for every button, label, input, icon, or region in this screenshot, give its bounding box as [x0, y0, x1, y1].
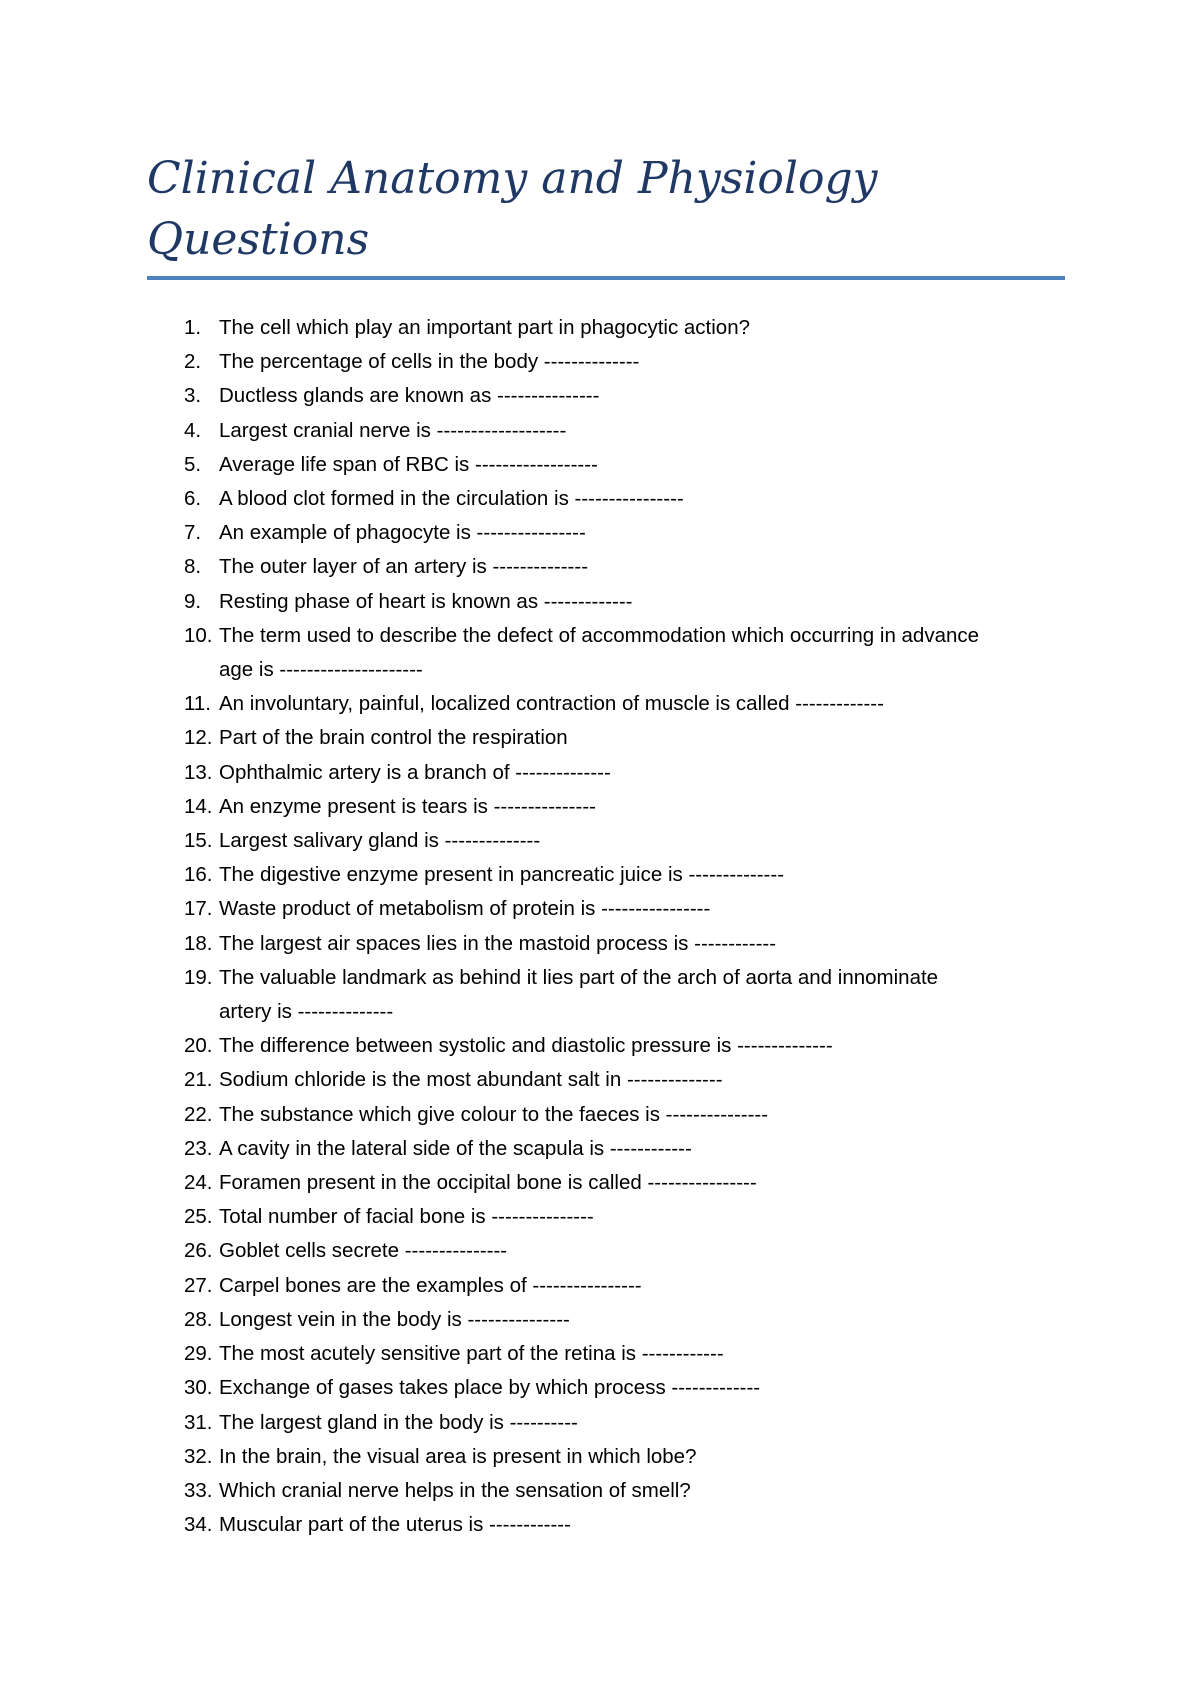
question-list [184, 311, 1074, 1542]
question-number: 30. [184, 1376, 213, 1400]
question-item [184, 516, 1074, 550]
title-line-2: Questions [147, 214, 370, 265]
question-number: 31. [184, 1410, 213, 1434]
question-item [184, 790, 1074, 824]
question-text: Ductless glands are known as --------------- [219, 384, 600, 408]
question-item [184, 1132, 1074, 1166]
question-number: 15. [184, 829, 213, 853]
question-number: 17. [184, 897, 213, 921]
question-number: 8. [184, 555, 202, 579]
question-text: Ophthalmic artery is a branch of -------------- [219, 760, 611, 784]
question-text: Foramen present in the occipital bone is called ---------------- [219, 1171, 757, 1195]
question-text: Total number of facial bone is --------------- [219, 1205, 594, 1229]
question-number: 22. [184, 1102, 213, 1126]
question-text: Resting phase of heart is known as ------------- [219, 589, 633, 613]
question-number: 4. [184, 418, 202, 442]
question-text: The valuable landmark as behind it lies part of the arch of aorta and innominate [219, 965, 939, 989]
question-number: 34. [184, 1513, 213, 1537]
question-text: Sodium chloride is the most abundant salt in -------------- [219, 1068, 723, 1092]
question-item [184, 1337, 1074, 1371]
question-text: An enzyme present is tears is --------------- [219, 794, 596, 818]
question-text: Largest salivary gland is -------------- [219, 829, 541, 853]
question-item [184, 1234, 1074, 1268]
question-number: 21. [184, 1068, 213, 1092]
question-text: Waste product of metabolism of protein is ---------------- [219, 897, 711, 921]
question-item [184, 858, 1074, 892]
question-text: The largest gland in the body is ---------- [219, 1410, 578, 1434]
question-item [184, 1303, 1074, 1337]
question-number: 16. [184, 863, 213, 887]
question-number: 24. [184, 1171, 213, 1195]
question-number: 1. [184, 316, 202, 339]
question-text: The difference between systolic and diastolic pressure is -------------- [219, 1034, 833, 1058]
question-item [184, 1029, 1074, 1063]
question-item [184, 619, 1074, 687]
question-item [184, 892, 1074, 926]
question-item [184, 1098, 1074, 1132]
question-item [184, 585, 1074, 619]
question-number: 3. [184, 384, 202, 408]
question-text: The percentage of cells in the body -------------- [219, 350, 640, 374]
question-text: A cavity in the lateral side of the scapula is ------------ [219, 1136, 692, 1160]
title-line-1: Clinical Anatomy and Physiology [147, 153, 878, 204]
question-item [184, 1371, 1074, 1405]
question-item [184, 311, 1074, 345]
question-number: 23. [184, 1136, 213, 1160]
question-item [184, 1166, 1074, 1200]
question-item [184, 550, 1074, 584]
question-item [184, 961, 1074, 1029]
question-item [184, 687, 1074, 721]
question-number: 11. [184, 692, 211, 716]
question-number: 14. [184, 794, 213, 818]
question-item [184, 1269, 1074, 1303]
question-text: Goblet cells secrete --------------- [219, 1239, 508, 1263]
question-item [184, 379, 1074, 413]
question-item [184, 448, 1074, 482]
question-number: 12. [184, 726, 213, 750]
question-item [184, 482, 1074, 516]
question-item [184, 1440, 1074, 1474]
question-text-continued: artery is -------------- [219, 1000, 394, 1024]
question-number: 2. [184, 350, 202, 374]
question-text: Largest cranial nerve is ------------------- [219, 418, 567, 442]
question-number: 29. [184, 1342, 213, 1366]
question-text: The outer layer of an artery is -------------- [219, 555, 589, 579]
question-number: 18. [184, 931, 213, 955]
question-text: Muscular part of the uterus is ------------ [219, 1513, 571, 1537]
question-item [184, 414, 1074, 448]
question-text: The cell which play an important part in phagocytic action? [219, 316, 751, 339]
question-text: The substance which give colour to the faeces is --------------- [219, 1102, 769, 1126]
question-text: The largest air spaces lies in the mastoid process is ------------ [219, 931, 777, 955]
question-text: An example of phagocyte is ---------------- [219, 521, 586, 545]
question-number: 9. [184, 589, 202, 613]
question-text: Longest vein in the body is --------------- [219, 1307, 570, 1331]
question-text: Which cranial nerve helps in the sensation of smell? [219, 1478, 691, 1502]
question-item [184, 756, 1074, 790]
question-text: An involuntary, painful, localized contraction of muscle is called ------------- [219, 692, 884, 716]
question-text: In the brain, the visual area is present in which lobe? [219, 1444, 697, 1468]
question-number: 10. [184, 623, 213, 647]
document-title [147, 148, 1065, 270]
question-item [184, 345, 1074, 379]
question-item [184, 1063, 1074, 1097]
question-item [184, 721, 1074, 755]
question-number: 28. [184, 1307, 213, 1331]
question-text: Carpel bones are the examples of ---------------- [219, 1273, 642, 1297]
question-text: Average life span of RBC is ------------------ [219, 452, 598, 476]
question-number: 19. [184, 965, 213, 989]
question-item [184, 927, 1074, 961]
question-text: The digestive enzyme present in pancreatic juice is -------------- [219, 863, 785, 887]
question-text: The most acutely sensitive part of the retina is ------------ [219, 1342, 724, 1366]
question-item [184, 824, 1074, 858]
question-text-continued: age is --------------------- [219, 658, 423, 682]
question-item [184, 1406, 1074, 1440]
question-text: A blood clot formed in the circulation is ---------------- [219, 487, 684, 511]
question-number: 33. [184, 1478, 213, 1502]
question-item [184, 1508, 1074, 1542]
question-number: 32. [184, 1444, 213, 1468]
question-number: 7. [184, 521, 202, 545]
question-text: The term used to describe the defect of accommodation which occurring in advance [219, 623, 980, 647]
question-text: Exchange of gases takes place by which process ------------- [219, 1376, 761, 1400]
question-number: 20. [184, 1034, 213, 1058]
question-item [184, 1200, 1074, 1234]
question-number: 27. [184, 1273, 213, 1297]
title-underline-rule [147, 276, 1065, 280]
question-number: 6. [184, 487, 202, 511]
question-text: Part of the brain control the respiration [219, 726, 568, 750]
question-number: 13. [184, 760, 213, 784]
question-item [184, 1474, 1074, 1508]
question-number: 5. [184, 452, 202, 476]
question-number: 26. [184, 1239, 213, 1263]
question-number: 25. [184, 1205, 213, 1229]
